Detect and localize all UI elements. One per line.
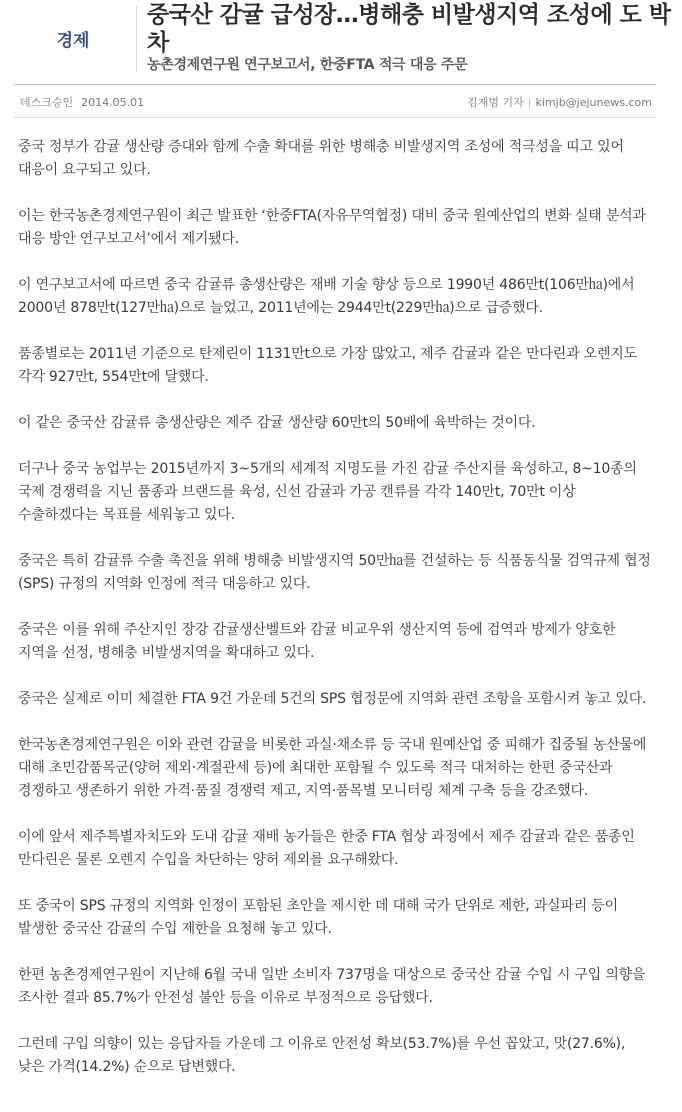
article-paragraph: 또 중국이 SPS 규정의 지역화 인정이 포함된 초안을 제시한 데 대해 국가 단위로 제한, 과실파리 등이 발생한 중국산 감귤의 수입 제한을 요청해 놓고 있다. bbox=[18, 898, 618, 937]
article-paragraph: 중국은 실제로 이미 체결한 FTA 9건 가운데 5건의 SPS 협정문에 지역화 관련 조항을 포함시켜 놓고 있다. bbox=[18, 691, 647, 707]
article-headline: 중국산 감귤 급성장…병해충 비발생지역 조성에 도 박차 bbox=[147, 2, 671, 56]
article-header bbox=[0, 0, 682, 88]
article-body bbox=[18, 136, 655, 1102]
article-paragraph: 더구나 중국 농업부는 2015년까지 3~5개의 세계적 지명도를 가진 감귤 주산지를 육성하고, 8~10종의 국제 경쟁력을 지닌 품종과 브랜드를 육성, 신선 감귤과 가공 캔류를 각각 140만t, 70만t 이상 수출하겠다는 목표를 세워놓고 있다. bbox=[18, 461, 637, 523]
article-meta-bar bbox=[14, 84, 656, 118]
article-paragraph: 그런데 구입 의향이 있는 응답자들 가운데 그 이유로 안전성 확보(53.7%)를 우선 꼽았고, 맛(27.6%), 낮은 가격(14.2%) 순으로 답변했다. bbox=[18, 1036, 626, 1075]
article-paragraph: 중국은 이를 위해 주산지인 장강 감귤생산벨트와 감귤 비교우위 생산지역 등에 검역과 방제가 양호한 지역을 선정, 병해충 비발생지역을 확대하고 있다. bbox=[18, 622, 616, 661]
section-label[interactable]: 경제 bbox=[56, 30, 90, 51]
article-paragraph: 한국농촌경제연구원은 이와 관련 감귤을 비롯한 과실·채소류 등 국내 원예산업 중 피해가 집중될 농산물에 대해 초민감품목군(양허 제외·계절관세 등)에 최대한 포함될 수 있도록 적극 대처하는 한편 중국산과 경쟁하고 생존하기 위한 가격·품질 경쟁력 제고, 지역·품목별 모니터링 체계 구축 등을 강조했다. bbox=[18, 737, 647, 799]
article-paragraph: 이는 한국농촌경제연구원이 최근 발표한 ‘한중FTA(자유무역협정) 대비 중국 원예산업의 변화 실태 분석과 대응 방안 연구보고서’에서 제기됐다. bbox=[18, 208, 646, 247]
reporter-name: 김재범 기자 bbox=[467, 96, 524, 109]
byline bbox=[467, 94, 652, 110]
header-divider bbox=[136, 6, 137, 72]
approval-info bbox=[20, 94, 144, 110]
article-paragraph: 품종별로는 2011년 기준으로 탄제린이 1131만t으로 가장 많았고, 제주 감귤과 같은 만다린과 오렌지도 각각 927만t, 554만t에 달했다. bbox=[18, 346, 637, 385]
publish-date: 2014.05.01 bbox=[81, 96, 145, 109]
article-paragraph: 이 같은 중국산 감귤류 총생산량은 제주 감귤 생산량 60만t의 50배에 육박하는 것이다. bbox=[18, 415, 536, 431]
byline-separator: | bbox=[527, 96, 532, 109]
desk-approval-label: 데스크승인 bbox=[20, 96, 74, 109]
article-paragraph: 중국 정부가 감귤 생산량 증대와 함께 수출 확대를 위한 병해충 비발생지역 조성에 적극성을 띠고 있어 대응이 요구되고 있다. bbox=[18, 139, 624, 178]
article-paragraph: 중국은 특히 감귤류 수출 촉진을 위해 병해충 비발생지역 50만㏊를 건설하는 등 식품동식물 검역규제 협정(SPS) 규정의 지역화 인정에 적극 대응하고 있다. bbox=[18, 553, 651, 592]
article-paragraph: 이에 앞서 제주특별자치도와 도내 감귤 재배 농가들은 한중 FTA 협상 과정에서 제주 감귤과 같은 품종인 만다린은 물론 오렌지 수입을 차단하는 양허 제외를 요구해왔다. bbox=[18, 829, 635, 868]
article-paragraph: 한편 농촌경제연구원이 지난해 6월 국내 일반 소비자 737명을 대상으로 중국산 감귤 수입 시 구입 의향을 조사한 결과 85.7%가 안전성 불안 등을 이유로 부정적으로 응답했다. bbox=[18, 967, 646, 1006]
reporter-email[interactable]: kimjb@jejunews.com bbox=[535, 96, 652, 109]
article-subhead: 농촌경제연구원 연구보고서, 한중FTA 적극 대응 주문 bbox=[147, 57, 468, 73]
article-paragraph: 이 연구보고서에 따르면 중국 감귤류 총생산량은 재배 기술 향상 등으로 1990년 486만t(106만㏊)에서 2000년 878만t(127만㏊)으로 늘었고, 2011년에는 2944만t(229만㏊)으로 급증했다. bbox=[18, 277, 635, 316]
